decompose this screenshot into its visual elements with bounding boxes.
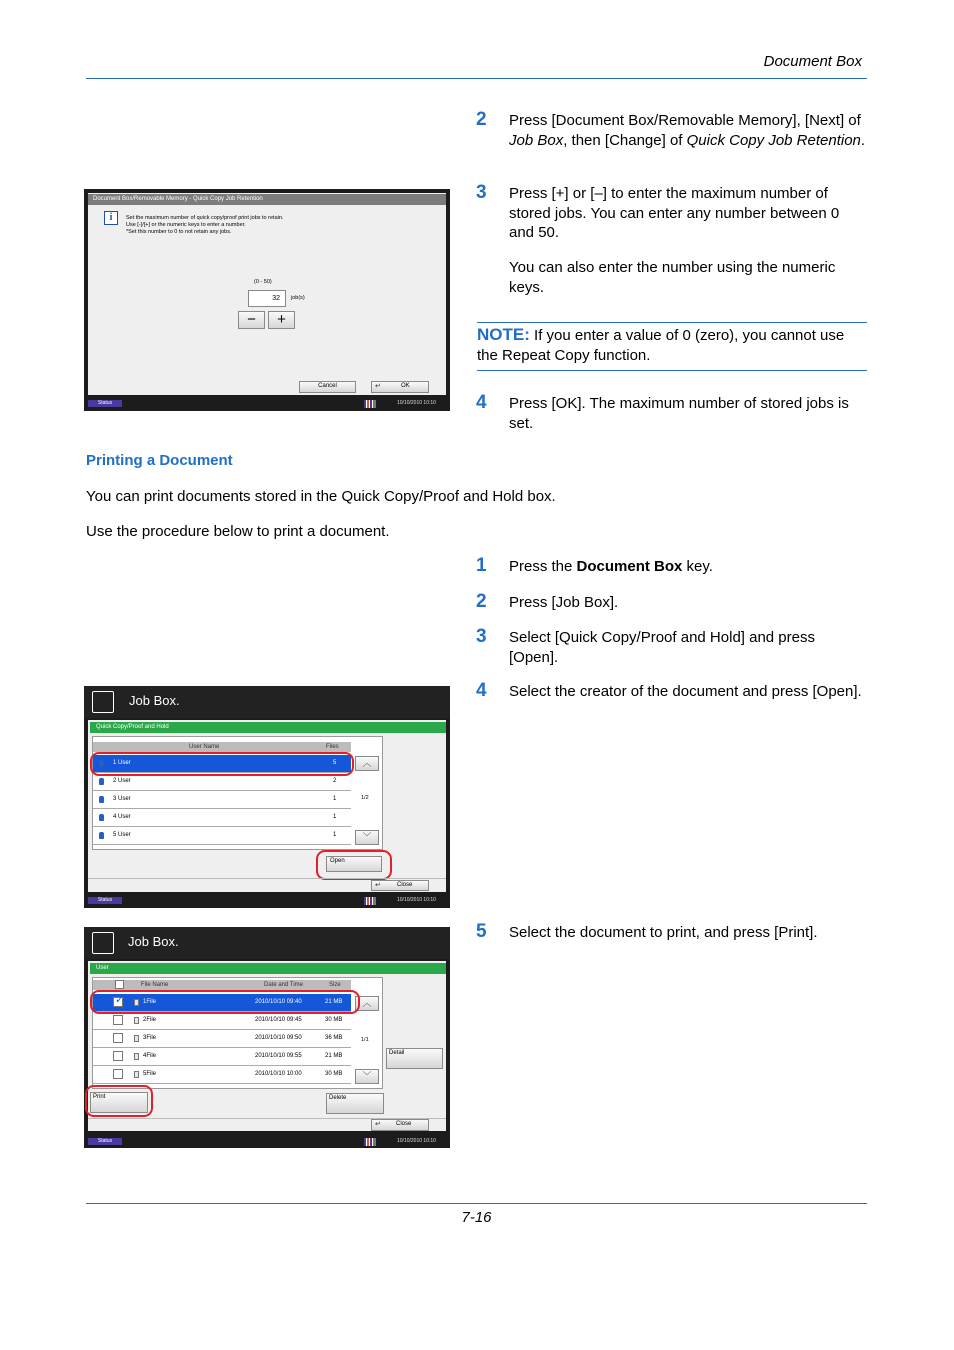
highlight-ring — [90, 990, 360, 1014]
list-item[interactable] — [93, 791, 351, 809]
table-row[interactable] — [93, 1066, 351, 1084]
screen-title: Document Box/Removable Memory - Quick Copy Job Retention — [88, 194, 446, 205]
scroll-up-button[interactable]: ︿ — [355, 996, 379, 1011]
step-text: Select the creator of the document and press [Open]. — [509, 683, 862, 700]
page-indicator: 1/1 — [361, 1037, 369, 1043]
file-date: 2010/10/10 09:50 — [255, 1035, 302, 1041]
status-button[interactable]: Status — [88, 1138, 122, 1145]
job-box-icon — [92, 691, 114, 713]
step-number: 2 — [476, 591, 487, 612]
enter-icon: ↵ — [375, 383, 381, 390]
file-count: 1 — [333, 832, 337, 838]
file-date: 2010/10/10 09:40 — [255, 999, 302, 1005]
step-number: 2 — [476, 109, 487, 130]
running-header: Document Box — [763, 53, 862, 70]
step-text: Press the Document Box key. — [509, 558, 713, 575]
step-text: Select the document to print, and press [Print]. — [509, 924, 818, 941]
divider — [88, 878, 446, 879]
list-item[interactable] — [93, 827, 351, 845]
row-checkbox[interactable] — [113, 1069, 123, 1079]
file-count: 2 — [333, 778, 337, 784]
user-icon — [99, 814, 104, 821]
plus-button[interactable]: + — [268, 311, 295, 329]
step-number: 4 — [476, 680, 487, 701]
info-line-3: *Set this number to 0 to not retain any jobs. — [126, 229, 232, 235]
select-all-checkbox[interactable] — [115, 980, 124, 989]
header-rule — [86, 78, 867, 79]
screen-header-title: Job Box. — [129, 693, 180, 708]
file-size: 21 MB — [325, 999, 343, 1005]
open-button[interactable]: Open — [326, 856, 382, 872]
footer-rule — [86, 1203, 867, 1204]
status-button[interactable]: Status — [88, 897, 122, 904]
file-size: 36 MB — [325, 1035, 343, 1041]
file-name: 2File — [143, 1017, 157, 1023]
step-number: 1 — [476, 555, 487, 576]
user-name: 3 User — [113, 796, 131, 802]
minus-button[interactable]: − — [238, 311, 265, 329]
file-icon — [134, 1053, 139, 1060]
table-row[interactable] — [93, 1030, 351, 1048]
step-text: Press [Job Box]. — [509, 594, 619, 611]
screen-header — [84, 686, 450, 718]
highlight-ring — [85, 1085, 153, 1117]
unit-label: job(s) — [291, 295, 305, 301]
ok-button[interactable] — [371, 381, 429, 393]
row-checkbox[interactable] — [113, 1033, 123, 1043]
row-checkbox[interactable] — [113, 1015, 123, 1025]
file-count: 1 — [333, 814, 337, 820]
user-name: 4 User — [113, 814, 131, 820]
clock: 10/10/2010 10:10 — [397, 1138, 436, 1144]
cancel-button[interactable]: Cancel — [299, 381, 356, 393]
status-button[interactable]: Status — [88, 400, 122, 407]
scroll-up-button[interactable]: ︿ — [355, 756, 379, 771]
range-label: (0 - 50) — [254, 279, 272, 285]
file-name: 5File — [143, 1071, 157, 1077]
col-date-time[interactable]: Date and Time — [264, 982, 304, 988]
user-name: 2 User — [113, 778, 131, 784]
list-header — [93, 980, 351, 990]
close-label: Close — [396, 1121, 412, 1127]
screen-header — [84, 927, 450, 959]
step-number: 4 — [476, 392, 487, 413]
print-button[interactable]: Print — [90, 1092, 148, 1113]
file-name: 1File — [143, 999, 157, 1005]
note-rule-bottom — [477, 370, 867, 371]
step-number: 3 — [476, 626, 487, 647]
user-icon — [99, 832, 104, 839]
toner-icon — [364, 400, 376, 408]
close-button[interactable] — [371, 1119, 429, 1131]
page-indicator: 1/2 — [361, 795, 369, 801]
col-file-name[interactable]: File Name — [141, 982, 169, 988]
step-text: Select [Quick Copy/Proof and Hold] and press [Open]. — [509, 629, 815, 666]
note: NOTE: If you enter a value of 0 (zero), you cannot use the Repeat Copy function. — [477, 325, 845, 364]
check-icon: ✓ — [115, 994, 125, 1006]
screen-quick-copy-retention — [84, 189, 450, 411]
highlight-ring — [90, 752, 354, 776]
table-row[interactable] — [93, 1048, 351, 1066]
close-button[interactable] — [371, 880, 429, 891]
screen-job-box-files — [84, 927, 450, 1148]
detail-button[interactable]: Detail — [386, 1048, 443, 1069]
table-row[interactable] — [93, 1012, 351, 1030]
file-name: 3File — [143, 1035, 157, 1041]
scroll-down-button[interactable]: ﹀ — [355, 1069, 379, 1084]
step-number: 3 — [476, 182, 487, 203]
scroll-down-button[interactable]: ﹀ — [355, 830, 379, 845]
clock: 10/10/2010 10:10 — [397, 897, 436, 903]
highlight-ring — [316, 850, 392, 880]
close-label: Close — [397, 882, 413, 888]
enter-icon: ↵ — [375, 882, 381, 889]
info-line-2: Use [-]/[+] or the numeric keys to enter a number. — [126, 222, 246, 228]
user-icon — [99, 796, 104, 803]
row-checkbox[interactable] — [113, 1051, 123, 1061]
file-size: 30 MB — [325, 1017, 343, 1023]
job-count-field[interactable]: 32 — [248, 290, 286, 307]
toner-icon — [364, 1138, 376, 1146]
file-name: 4File — [143, 1053, 157, 1059]
file-icon — [134, 1017, 139, 1024]
screen-header-title: Job Box. — [128, 934, 179, 949]
step-text: Press [+] or [–] to enter the maximum number of stored jobs. You can enter any number between 0 and 50. — [509, 185, 840, 241]
info-line-1: Set the maximum number of quick copy/proof print jobs to retain. — [126, 215, 284, 221]
clock: 10/10/2010 10:10 — [397, 400, 436, 406]
file-date: 2010/10/10 09:55 — [255, 1053, 302, 1059]
file-date: 2010/10/10 10:00 — [255, 1071, 302, 1077]
file-size: 21 MB — [325, 1053, 343, 1059]
file-size: 30 MB — [325, 1071, 343, 1077]
paragraph: Use the procedure below to print a document. — [86, 523, 390, 540]
file-count: 5 — [333, 760, 337, 766]
list-item[interactable] — [93, 809, 351, 827]
box-name-bar: Quick Copy/Proof and Hold — [90, 722, 446, 733]
user-name: 1 User — [113, 760, 131, 766]
col-files[interactable]: Files — [326, 744, 339, 750]
ok-label: OK — [401, 383, 410, 389]
enter-icon: ↵ — [375, 1121, 381, 1128]
file-count: 1 — [333, 796, 337, 802]
toner-icon — [364, 897, 376, 905]
step-text: Press [OK]. The maximum number of stored jobs is set. — [509, 395, 849, 432]
file-icon — [134, 1035, 139, 1042]
user-icon — [99, 778, 104, 785]
step-text: Press [Document Box/Removable Memory], [Next] of Job Box, then [Change] of Quick Copy Job Retention. — [509, 112, 866, 149]
section-title: Printing a Document — [86, 452, 233, 469]
list-header — [93, 742, 351, 752]
job-box-icon — [92, 932, 114, 954]
step-text-extra: You can also enter the number using the numeric keys. — [509, 259, 836, 296]
screen-job-box-users — [84, 686, 450, 908]
paragraph: You can print documents stored in the Quick Copy/Proof and Hold box. — [86, 488, 556, 505]
note-rule-top — [477, 322, 867, 323]
col-size[interactable]: Size — [329, 982, 341, 988]
file-icon — [134, 1071, 139, 1078]
col-user-name[interactable]: User Name — [189, 744, 220, 750]
page-number: 7-16 — [461, 1209, 492, 1226]
delete-button[interactable]: Delete — [326, 1093, 384, 1114]
info-icon: i — [104, 211, 118, 225]
box-name-bar: User — [90, 963, 446, 974]
file-date: 2010/10/10 09:45 — [255, 1017, 302, 1023]
user-name: 5 User — [113, 832, 131, 838]
step-number: 5 — [476, 921, 487, 942]
